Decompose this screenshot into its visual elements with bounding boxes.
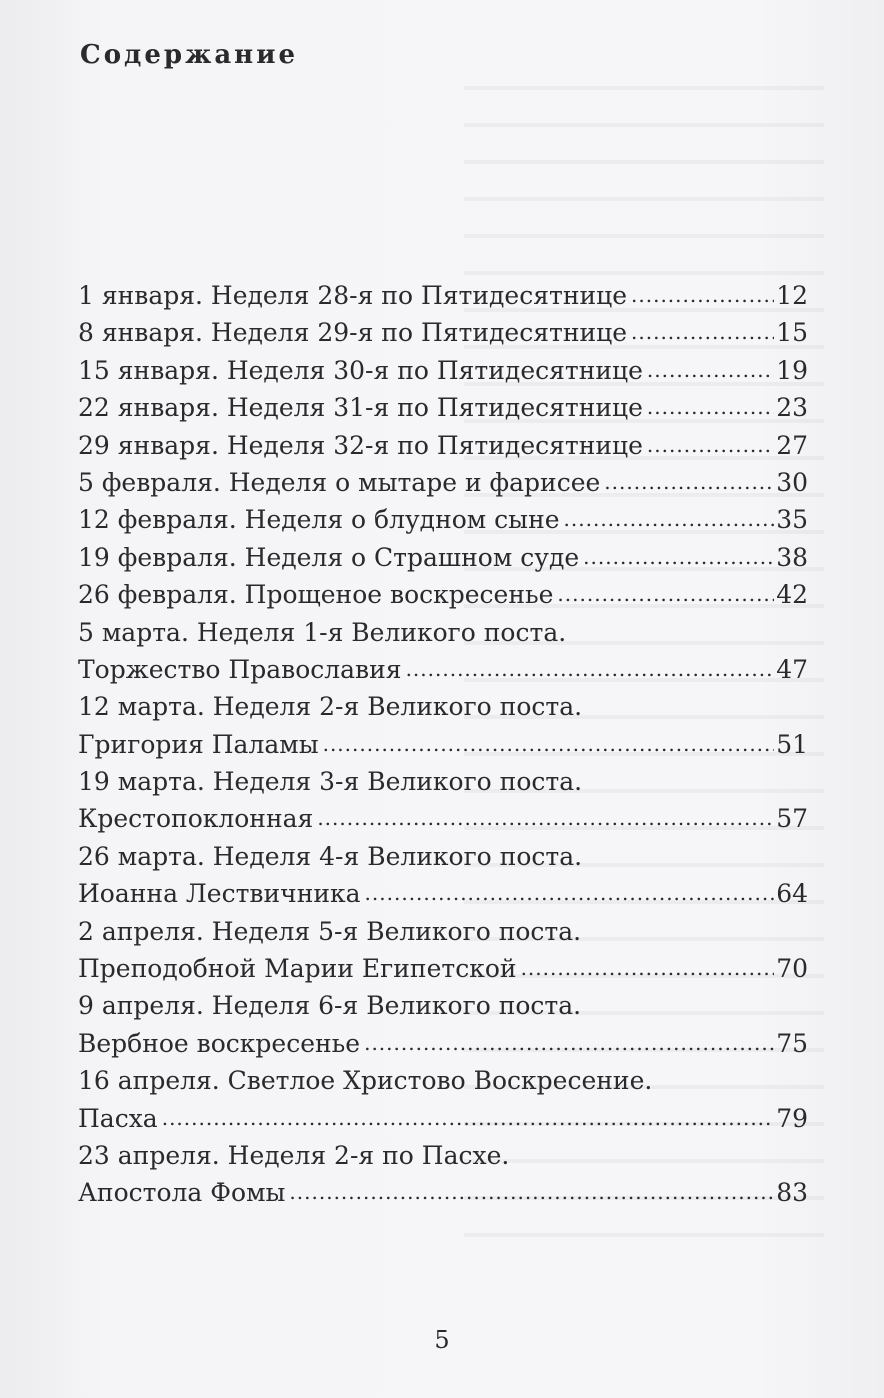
toc-page-number: 83	[776, 1178, 808, 1208]
toc-entry	[78, 389, 808, 426]
dot-leader	[521, 950, 775, 987]
toc-page-number: 42	[776, 580, 808, 610]
toc-entry-title: 19 марта. Неделя 3-я Великого поста.	[78, 767, 583, 797]
contents-heading: Содержание	[80, 40, 299, 70]
toc-line	[78, 501, 808, 538]
toc-page-number: 51	[776, 729, 808, 759]
toc-entry	[78, 614, 808, 689]
dot-leader	[406, 651, 775, 688]
toc-line	[78, 800, 808, 837]
toc-page-number: 38	[776, 542, 808, 572]
toc-line	[78, 352, 808, 389]
toc-line	[78, 651, 808, 688]
toc-line	[78, 614, 808, 651]
toc-line	[78, 427, 808, 464]
toc-line	[78, 1137, 808, 1174]
toc-page-number: 64	[776, 879, 808, 909]
toc-entry	[78, 1062, 808, 1137]
toc-line	[78, 1174, 808, 1211]
toc-line	[78, 277, 808, 314]
toc-page-number: 75	[776, 1028, 808, 1058]
dot-leader	[647, 427, 774, 464]
toc-entry	[78, 576, 808, 613]
toc-line	[78, 1025, 808, 1062]
toc-page-number: 35	[776, 505, 808, 535]
toc-entry-title: 2 апреля. Неделя 5-я Великого поста.	[78, 916, 582, 946]
dot-leader	[631, 277, 774, 314]
toc-entry-title: 19 февраля. Неделя о Страшном суде	[78, 542, 580, 572]
toc-line	[78, 875, 808, 912]
dot-leader	[647, 352, 774, 389]
toc-line	[78, 1100, 808, 1137]
toc-entry	[78, 1137, 808, 1212]
toc-entry-title: Вербное воскресенье	[78, 1028, 361, 1058]
toc-line	[78, 389, 808, 426]
toc-entry-title: 1 января. Неделя 28-я по Пятидесятнице	[78, 281, 628, 310]
toc-page-number: 57	[776, 804, 808, 834]
toc-line	[78, 464, 808, 501]
dot-leader	[647, 389, 774, 426]
dot-leader	[557, 576, 774, 613]
dot-leader	[364, 1025, 774, 1062]
toc-entry	[78, 539, 808, 576]
dot-leader	[564, 501, 775, 538]
toc-line	[78, 576, 808, 613]
dot-leader	[323, 726, 775, 763]
toc-entry	[78, 314, 808, 351]
toc-line	[78, 1062, 808, 1099]
toc-page-number: 12	[776, 281, 808, 310]
toc-line	[78, 763, 808, 800]
toc-entry-title: 8 января. Неделя 29-я по Пятидесятнице	[78, 318, 628, 348]
toc-entry	[78, 464, 808, 501]
toc-page-number: 70	[776, 954, 808, 984]
dot-leader	[604, 464, 774, 501]
table-of-contents	[78, 277, 808, 1212]
dot-leader	[162, 1100, 774, 1137]
toc-entry	[78, 987, 808, 1062]
toc-page-number: 47	[776, 654, 808, 684]
toc-entry-title: 12 марта. Неделя 2-я Великого поста.	[78, 692, 583, 722]
toc-entry-title: Пасха	[78, 1103, 158, 1133]
toc-entry-title: 22 января. Неделя 31-я по Пятидесятнице	[78, 393, 643, 423]
dot-leader	[365, 875, 775, 912]
toc-line	[78, 913, 808, 950]
toc-page-number: 79	[776, 1103, 808, 1133]
toc-entry-title: 15 января. Неделя 30-я по Пятидесятнице	[78, 355, 643, 385]
toc-entry-title: 26 февраля. Прощеное воскресенье	[78, 580, 554, 610]
dot-leader	[631, 314, 774, 351]
toc-entry-title: 5 февраля. Неделя о мытаре и фарисее	[78, 467, 601, 497]
toc-entry	[78, 763, 808, 838]
toc-entry	[78, 427, 808, 464]
toc-entry-title: Торжество Православия	[78, 654, 402, 684]
toc-line	[78, 539, 808, 576]
toc-entry	[78, 688, 808, 763]
toc-entry-title: Григория Паламы	[78, 729, 319, 759]
toc-entry-title: 26 марта. Неделя 4-я Великого поста.	[78, 841, 583, 871]
toc-line	[78, 726, 808, 763]
toc-entry-title: 29 января. Неделя 32-я по Пятидесятнице	[78, 430, 643, 460]
toc-entry-title: 9 апреля. Неделя 6-я Великого поста.	[78, 991, 582, 1021]
toc-entry	[78, 352, 808, 389]
toc-line	[78, 838, 808, 875]
toc-page-number: 23	[776, 393, 808, 423]
toc-entry-title: Крестопоклонная	[78, 804, 314, 834]
toc-line	[78, 987, 808, 1024]
toc-page-number: 30	[776, 467, 808, 497]
toc-entry	[78, 501, 808, 538]
dot-leader	[289, 1174, 774, 1211]
toc-entry	[78, 277, 808, 314]
toc-entry-title: 23 апреля. Неделя 2-я по Пасхе.	[78, 1140, 510, 1170]
toc-entry-title: 5 марта. Неделя 1-я Великого поста.	[78, 617, 567, 647]
toc-page-number: 15	[776, 318, 808, 348]
toc-entry-title: 16 апреля. Светлое Христово Воскресение.	[78, 1066, 653, 1096]
toc-page-number: 19	[776, 355, 808, 385]
toc-entry-title: Иоанна Лествичника	[78, 879, 361, 909]
toc-page-number: 27	[776, 430, 808, 460]
toc-entry	[78, 838, 808, 913]
dot-leader	[317, 800, 774, 837]
toc-entry-title: Преподобной Марии Египетской	[78, 954, 517, 984]
page-number: 5	[434, 1326, 450, 1354]
dot-leader	[583, 539, 774, 576]
toc-line	[78, 314, 808, 351]
toc-entry-title: Апостола Фомы	[78, 1178, 286, 1208]
toc-entry-title: 12 февраля. Неделя о блудном сыне	[78, 505, 560, 535]
toc-line	[78, 950, 808, 987]
toc-entry	[78, 913, 808, 988]
toc-line	[78, 688, 808, 725]
